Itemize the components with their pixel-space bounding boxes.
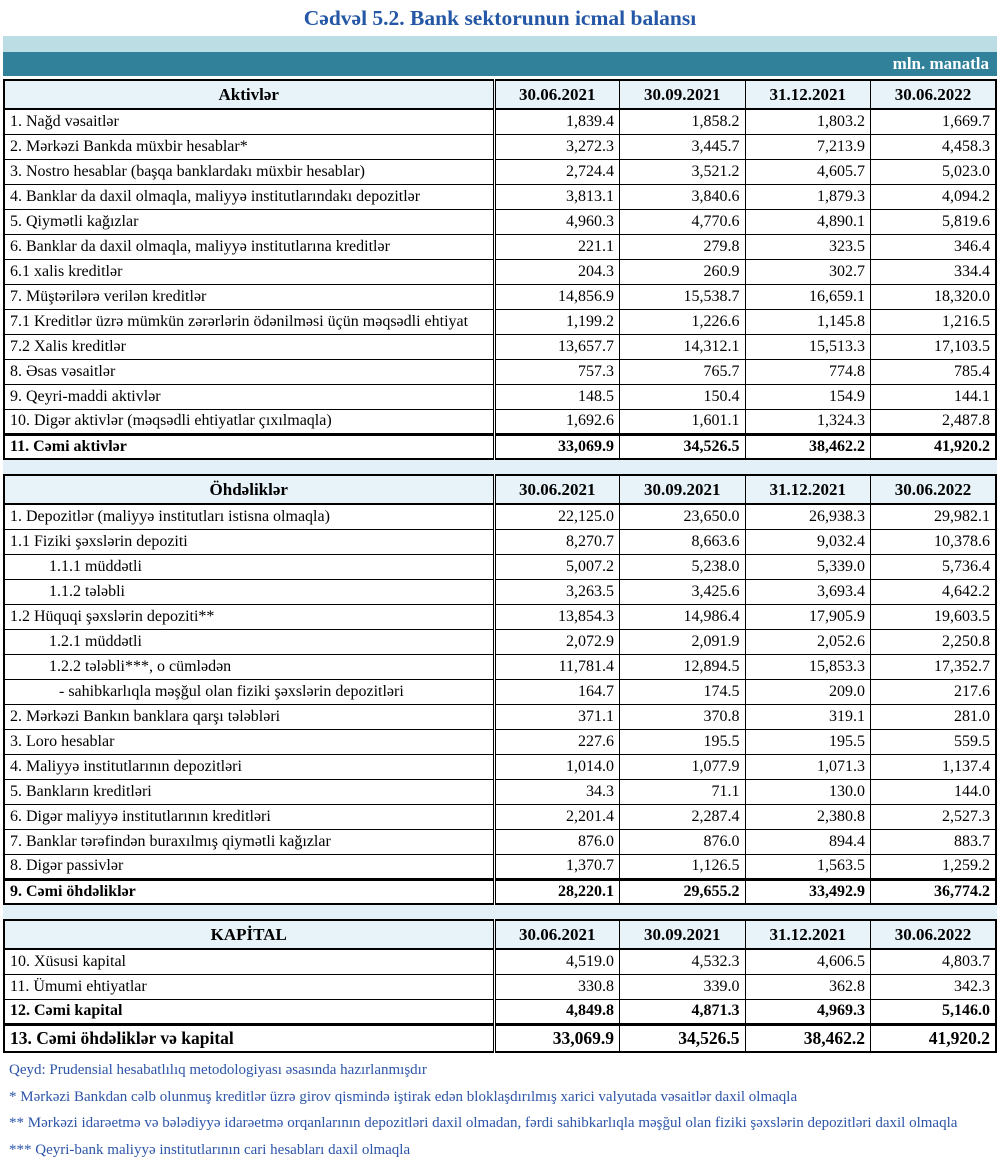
- row-value: 4,871.3: [620, 999, 746, 1024]
- row-value: 1,216.5: [871, 309, 997, 334]
- row-value: 7,213.9: [745, 134, 871, 159]
- row-value: 5,238.0: [620, 554, 746, 579]
- row-value: 33,069.9: [494, 1024, 620, 1052]
- row-label: 5. Qiymətli kağızlar: [4, 209, 494, 234]
- row-value: 3,445.7: [620, 134, 746, 159]
- row-label: 1.2.1 müddətli: [4, 629, 494, 654]
- row-label: 10. Xüsusi kapital: [4, 949, 494, 974]
- row-label: 2. Mərkəzi Bankın banklara qarşı tələbləri: [4, 704, 494, 729]
- row-value: 15,513.3: [745, 334, 871, 359]
- row-value: 323.5: [745, 234, 871, 259]
- row-value: 765.7: [620, 359, 746, 384]
- row-value: 1,071.3: [745, 754, 871, 779]
- table-row: [4, 1024, 996, 1052]
- row-label: 7. Banklar tərəfindən buraxılmış qiymətli kağızlar: [4, 829, 494, 854]
- row-value: 4,960.3: [494, 209, 620, 234]
- row-label: 7.1 Kreditlər üzrə mümkün zərərlərin ödənilməsi üçün məqsədli ehtiyat: [4, 309, 494, 334]
- assets-table-body: [4, 109, 996, 459]
- table-row: [4, 679, 996, 704]
- table-row: [4, 829, 996, 854]
- row-value: 342.3: [871, 974, 997, 999]
- row-value: 4,458.3: [871, 134, 997, 159]
- row-value: 41,920.2: [871, 434, 997, 459]
- row-value: 1,324.3: [745, 409, 871, 434]
- header-row: [4, 475, 996, 504]
- footnotes: [3, 1062, 997, 1158]
- table-row: [4, 209, 996, 234]
- section-header-capital: KAPİTAL: [4, 920, 494, 949]
- row-value: 26,938.3: [745, 504, 871, 529]
- column-header-date: 30.06.2022: [871, 80, 997, 109]
- row-value: 302.7: [745, 259, 871, 284]
- row-value: 150.4: [620, 384, 746, 409]
- table-row: [4, 654, 996, 679]
- capital-table-header: [4, 920, 996, 949]
- row-value: 1,669.7: [871, 109, 997, 134]
- section-gap: [3, 905, 997, 919]
- row-value: 3,272.3: [494, 134, 620, 159]
- row-label: 1.1 Fiziki şəxslərin depoziti: [4, 529, 494, 554]
- row-value: 5,736.4: [871, 554, 997, 579]
- column-header-date: 30.06.2022: [871, 920, 997, 949]
- row-value: 209.0: [745, 679, 871, 704]
- row-value: 144.1: [871, 384, 997, 409]
- row-value: 3,521.2: [620, 159, 746, 184]
- table-row: [4, 804, 996, 829]
- row-label: 11. Cəmi aktivlər: [4, 434, 494, 459]
- row-value: 195.5: [745, 729, 871, 754]
- row-label: 6. Banklar da daxil olmaqla, maliyyə institutlarına kreditlər: [4, 234, 494, 259]
- row-value: 8,270.7: [494, 529, 620, 554]
- row-value: 33,492.9: [745, 879, 871, 904]
- row-value: 4,969.3: [745, 999, 871, 1024]
- row-value: 1,803.2: [745, 109, 871, 134]
- row-value: 17,352.7: [871, 654, 997, 679]
- row-value: 14,312.1: [620, 334, 746, 359]
- row-value: 2,287.4: [620, 804, 746, 829]
- column-header-date: 31.12.2021: [745, 80, 871, 109]
- row-value: 18,320.0: [871, 284, 997, 309]
- row-value: 2,250.8: [871, 629, 997, 654]
- row-value: 4,519.0: [494, 949, 620, 974]
- header-row: [4, 920, 996, 949]
- capital-table-body: [4, 949, 996, 1052]
- section-header-assets: Aktivlər: [4, 80, 494, 109]
- row-label: - sahibkarlıqla məşğul olan fiziki şəxslərin depozitləri: [4, 679, 494, 704]
- row-value: 12,894.5: [620, 654, 746, 679]
- row-value: 4,890.1: [745, 209, 871, 234]
- column-header-date: 30.06.2021: [494, 80, 620, 109]
- table-row: [4, 604, 996, 629]
- row-label: 9. Cəmi öhdəliklər: [4, 879, 494, 904]
- table-row: [4, 949, 996, 974]
- row-value: 9,032.4: [745, 529, 871, 554]
- footnote-asterisk-2: ** Mərkəzi idarəetmə və bələdiyyə idarəetmə orqanlarının depozitləri daxil olmadan, fərdi sahibkarlıqla məşğul olan fiziki şəxslərin depozitləri daxil olmaqla: [9, 1115, 958, 1131]
- row-value: 2,527.3: [871, 804, 997, 829]
- row-value: 154.9: [745, 384, 871, 409]
- row-value: 15,853.3: [745, 654, 871, 679]
- table-row: [4, 184, 996, 209]
- row-label: 3. Nostro hesablar (başqa banklardakı müxbir hesablar): [4, 159, 494, 184]
- row-label: 1.1.1 müddətli: [4, 554, 494, 579]
- section-header-liabilities: Öhdəliklər: [4, 475, 494, 504]
- row-value: 2,052.6: [745, 629, 871, 654]
- row-value: 13,854.3: [494, 604, 620, 629]
- row-label: 4. Banklar da daxil olmaqla, maliyyə institutlarındakı depozitlər: [4, 184, 494, 209]
- row-value: 8,663.6: [620, 529, 746, 554]
- row-label: 1. Depozitlər (maliyyə institutları istisna olmaqla): [4, 504, 494, 529]
- row-value: 11,781.4: [494, 654, 620, 679]
- section-gap: [3, 460, 997, 474]
- table-row: [4, 579, 996, 604]
- column-header-date: 30.06.2021: [494, 475, 620, 504]
- row-value: 144.0: [871, 779, 997, 804]
- row-value: 1,601.1: [620, 409, 746, 434]
- row-value: 14,856.9: [494, 284, 620, 309]
- row-value: 876.0: [494, 829, 620, 854]
- column-header-date: 30.09.2021: [620, 475, 746, 504]
- unit-band: [3, 52, 997, 76]
- row-value: 757.3: [494, 359, 620, 384]
- table-row: [4, 409, 996, 434]
- row-value: 2,201.4: [494, 804, 620, 829]
- row-value: 260.9: [620, 259, 746, 284]
- row-value: 3,425.6: [620, 579, 746, 604]
- row-value: 14,986.4: [620, 604, 746, 629]
- row-value: 1,137.4: [871, 754, 997, 779]
- row-value: 174.5: [620, 679, 746, 704]
- row-label: 8. Digər passivlər: [4, 854, 494, 879]
- row-value: 16,659.1: [745, 284, 871, 309]
- row-value: 876.0: [620, 829, 746, 854]
- row-label: 1.1.2 tələbli: [4, 579, 494, 604]
- row-value: 15,538.7: [620, 284, 746, 309]
- table-row: [4, 879, 996, 904]
- row-value: 5,146.0: [871, 999, 997, 1024]
- row-value: 362.8: [745, 974, 871, 999]
- row-label: 5. Bankların kreditləri: [4, 779, 494, 804]
- row-value: 29,982.1: [871, 504, 997, 529]
- row-value: 774.8: [745, 359, 871, 384]
- column-header-date: 30.09.2021: [620, 920, 746, 949]
- row-label: 7.2 Xalis kreditlər: [4, 334, 494, 359]
- row-value: 1,259.2: [871, 854, 997, 879]
- row-value: 19,603.5: [871, 604, 997, 629]
- row-label: 7. Müştərilərə verilən kreditlər: [4, 284, 494, 309]
- table-row: [4, 999, 996, 1024]
- row-label: 9. Qeyri-maddi aktivlər: [4, 384, 494, 409]
- row-value: 339.0: [620, 974, 746, 999]
- row-label: 6. Digər maliyyə institutlarının kreditləri: [4, 804, 494, 829]
- row-value: 1,145.8: [745, 309, 871, 334]
- row-value: 3,813.1: [494, 184, 620, 209]
- table-row: [4, 384, 996, 409]
- row-value: 227.6: [494, 729, 620, 754]
- table-row: [4, 704, 996, 729]
- row-value: 29,655.2: [620, 879, 746, 904]
- row-value: 559.5: [871, 729, 997, 754]
- row-value: 164.7: [494, 679, 620, 704]
- table-row: [4, 284, 996, 309]
- row-value: 1,858.2: [620, 109, 746, 134]
- row-value: 4,094.2: [871, 184, 997, 209]
- row-value: 4,770.6: [620, 209, 746, 234]
- row-value: 2,380.8: [745, 804, 871, 829]
- row-value: 4,606.5: [745, 949, 871, 974]
- row-label: 4. Maliyyə institutlarının depozitləri: [4, 754, 494, 779]
- footnote-asterisk-1: * Mərkəzi Bankdan cəlb olunmuş kreditlər üzrə girov qismində iştirak edən bloklaşdırılmış xarici valyutada vəsaitlər daxil olmaqla: [9, 1088, 798, 1105]
- assets-table-header: [4, 80, 996, 109]
- row-value: 281.0: [871, 704, 997, 729]
- row-value: 1,126.5: [620, 854, 746, 879]
- capital-table: [3, 919, 997, 1053]
- row-value: 2,091.9: [620, 629, 746, 654]
- table-row: [4, 729, 996, 754]
- table-row: [4, 779, 996, 804]
- row-value: 34,526.5: [620, 434, 746, 459]
- page-title: Cədvəl 5.2. Bank sektorunun icmal balansı: [303, 6, 697, 30]
- header-row: [4, 80, 996, 109]
- table-row: [4, 309, 996, 334]
- row-value: 3,840.6: [620, 184, 746, 209]
- row-value: 3,693.4: [745, 579, 871, 604]
- row-value: 330.8: [494, 974, 620, 999]
- table-row: [4, 854, 996, 879]
- row-value: 221.1: [494, 234, 620, 259]
- assets-table: [3, 79, 997, 460]
- row-value: 279.8: [620, 234, 746, 259]
- row-value: 1,563.5: [745, 854, 871, 879]
- table-row: [4, 234, 996, 259]
- column-header-date: 31.12.2021: [745, 475, 871, 504]
- row-value: 2,487.8: [871, 409, 997, 434]
- row-value: 71.1: [620, 779, 746, 804]
- footnote-note: Qeyd: Prudensial hesabatlılıq metodologiyası əsasında hazırlanmışdır: [9, 1062, 427, 1078]
- row-value: 1,879.3: [745, 184, 871, 209]
- table-row: [4, 434, 996, 459]
- row-value: 41,920.2: [871, 1024, 997, 1052]
- row-value: 1,370.7: [494, 854, 620, 879]
- row-value: 33,069.9: [494, 434, 620, 459]
- row-label: 6.1 xalis kreditlər: [4, 259, 494, 284]
- row-label: 10. Digər aktivlər (məqsədli ehtiyatlar çıxılmaqla): [4, 409, 494, 434]
- row-value: 4,605.7: [745, 159, 871, 184]
- row-value: 38,462.2: [745, 1024, 871, 1052]
- row-value: 1,077.9: [620, 754, 746, 779]
- table-row: [4, 109, 996, 134]
- table-row: [4, 159, 996, 184]
- unit-label: mln. manatla: [892, 54, 989, 73]
- table-row: [4, 334, 996, 359]
- row-value: 4,803.7: [871, 949, 997, 974]
- table-row: [4, 529, 996, 554]
- row-value: 34,526.5: [620, 1024, 746, 1052]
- row-value: 2,072.9: [494, 629, 620, 654]
- decorative-cyan-band: [3, 36, 997, 52]
- row-value: 17,905.9: [745, 604, 871, 629]
- table-row: [4, 754, 996, 779]
- row-value: 894.4: [745, 829, 871, 854]
- row-value: 23,650.0: [620, 504, 746, 529]
- table-row: [4, 974, 996, 999]
- row-label: 13. Cəmi öhdəliklər və kapital: [4, 1024, 494, 1052]
- row-value: 148.5: [494, 384, 620, 409]
- row-value: 10,378.6: [871, 529, 997, 554]
- row-value: 1,226.6: [620, 309, 746, 334]
- row-label: 11. Ümumi ehtiyatlar: [4, 974, 494, 999]
- row-value: 1,014.0: [494, 754, 620, 779]
- row-value: 204.3: [494, 259, 620, 284]
- table-row: [4, 504, 996, 529]
- liabilities-table-header: [4, 475, 996, 504]
- row-value: 1,692.6: [494, 409, 620, 434]
- row-value: 28,220.1: [494, 879, 620, 904]
- row-value: 5,007.2: [494, 554, 620, 579]
- row-value: 22,125.0: [494, 504, 620, 529]
- table-row: [4, 259, 996, 284]
- row-label: 3. Loro hesablar: [4, 729, 494, 754]
- row-value: 1,199.2: [494, 309, 620, 334]
- row-label: 2. Mərkəzi Bankda müxbir hesablar*: [4, 134, 494, 159]
- row-value: 5,023.0: [871, 159, 997, 184]
- column-header-date: 30.06.2022: [871, 475, 997, 504]
- row-value: 13,657.7: [494, 334, 620, 359]
- row-value: 5,819.6: [871, 209, 997, 234]
- row-value: 2,724.4: [494, 159, 620, 184]
- row-value: 217.6: [871, 679, 997, 704]
- row-value: 36,774.2: [871, 879, 997, 904]
- liabilities-table: [3, 474, 997, 905]
- row-value: 370.8: [620, 704, 746, 729]
- column-header-date: 31.12.2021: [745, 920, 871, 949]
- row-value: 38,462.2: [745, 434, 871, 459]
- column-header-date: 30.09.2021: [620, 80, 746, 109]
- row-label: 1.2 Hüquqi şəxslərin depoziti**: [4, 604, 494, 629]
- row-value: 319.1: [745, 704, 871, 729]
- row-value: 130.0: [745, 779, 871, 804]
- row-label: 1.2.2 tələbli***, o cümlədən: [4, 654, 494, 679]
- footnote-asterisk-3: *** Qeyri-bank maliyyə institutlarının cari hesabları daxil olmaqla: [9, 1141, 411, 1158]
- row-value: 4,849.8: [494, 999, 620, 1024]
- liabilities-table-body: [4, 504, 996, 904]
- row-value: 17,103.5: [871, 334, 997, 359]
- row-value: 371.1: [494, 704, 620, 729]
- table-row: [4, 359, 996, 384]
- column-header-date: 30.06.2021: [494, 920, 620, 949]
- row-value: 334.4: [871, 259, 997, 284]
- table-row: [4, 629, 996, 654]
- row-label: 1. Nağd vəsaitlər: [4, 109, 494, 134]
- row-label: 12. Cəmi kapital: [4, 999, 494, 1024]
- row-value: 3,263.5: [494, 579, 620, 604]
- row-value: 346.4: [871, 234, 997, 259]
- row-value: 4,642.2: [871, 579, 997, 604]
- table-row: [4, 554, 996, 579]
- row-value: 34.3: [494, 779, 620, 804]
- row-value: 785.4: [871, 359, 997, 384]
- row-label: 8. Əsas vəsaitlər: [4, 359, 494, 384]
- row-value: 1,839.4: [494, 109, 620, 134]
- row-value: 4,532.3: [620, 949, 746, 974]
- row-value: 195.5: [620, 729, 746, 754]
- table-row: [4, 134, 996, 159]
- row-value: 883.7: [871, 829, 997, 854]
- row-value: 5,339.0: [745, 554, 871, 579]
